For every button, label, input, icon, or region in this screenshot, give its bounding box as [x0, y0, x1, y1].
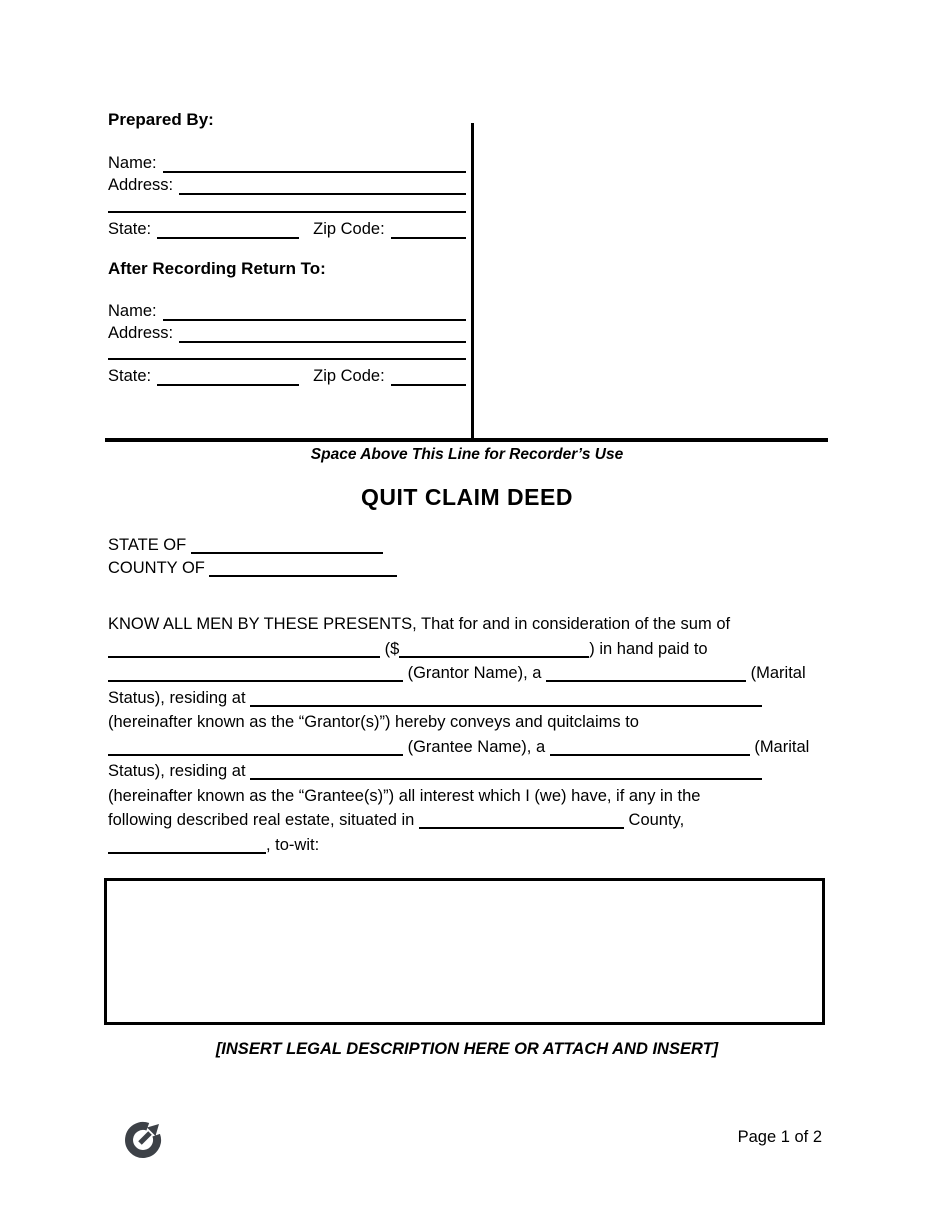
- body-text: (hereinafter known as the “Grantee(s)”) all interest which I (we) have, if any in the: [108, 786, 701, 805]
- body-text: (Marital: [746, 664, 806, 682]
- blank-line: [250, 777, 762, 780]
- county-of-row: [108, 557, 397, 580]
- county-of-blank-line: [209, 574, 397, 577]
- blank-line: [399, 655, 589, 658]
- document-title: QUIT CLAIM DEED: [361, 484, 573, 510]
- body-text: KNOW ALL MEN BY THESE PRESENTS, That for and in consideration of the sum of: [108, 615, 731, 633]
- body-line: [108, 784, 838, 809]
- circular-arrow-logo-icon: [121, 1116, 167, 1162]
- body-text: (hereinafter known as the “Grantor(s)”) hereby conveys and quitclaims to: [108, 713, 639, 731]
- zip-blank-line: [391, 368, 466, 386]
- body-line: [108, 808, 838, 833]
- return-to-name-row: [108, 300, 466, 322]
- state-of-label: STATE OF: [108, 536, 187, 554]
- name-label: Name:: [108, 154, 157, 172]
- blank-line: [108, 655, 380, 658]
- body-text: following described real estate, situated in: [108, 811, 419, 829]
- return-to-title: After Recording Return To:: [108, 259, 326, 278]
- body-line: [108, 710, 838, 735]
- body-line: [108, 833, 838, 858]
- body-text: (Marital: [749, 737, 810, 756]
- zip-label: Zip Code:: [313, 367, 385, 385]
- body-text: Status), residing at: [108, 762, 251, 780]
- zip-label: Zip Code:: [313, 220, 385, 238]
- return-to-state-zip-row: [108, 365, 466, 387]
- body-line: [108, 686, 838, 711]
- address-continuation-blank-line: [108, 340, 466, 360]
- blank-line: [108, 753, 403, 756]
- body-text: (Grantor Name), a: [403, 664, 547, 682]
- state-of-blank-line: [191, 551, 383, 554]
- circular-arrow-logo-glyph: [121, 1116, 167, 1162]
- legal-description-caption: [INSERT LEGAL DESCRIPTION HERE OR ATTACH AND INSERT]: [215, 1040, 719, 1058]
- jurisdiction-block: [108, 534, 397, 579]
- page-indicator: Page 1 of 2: [737, 1128, 822, 1146]
- body-line: [108, 661, 838, 686]
- county-of-label: COUNTY OF: [108, 558, 205, 577]
- body-text: County,: [623, 811, 685, 829]
- address-label: Address:: [108, 324, 174, 342]
- body-line: [108, 759, 838, 784]
- state-blank-line: [157, 221, 299, 239]
- body-line: [108, 637, 838, 662]
- address-continuation-blank-line: [108, 193, 466, 213]
- vertical-divider-rule: [471, 123, 474, 438]
- zip-blank-line: [391, 221, 466, 239]
- prepared-by-title: Prepared By:: [108, 110, 214, 129]
- deed-body-paragraph: [108, 612, 838, 857]
- body-text: ($: [380, 639, 400, 658]
- blank-line: [250, 704, 762, 707]
- body-text: , to-wit:: [266, 835, 320, 854]
- blank-line: [546, 679, 746, 682]
- address-label: Address:: [108, 176, 174, 194]
- body-text: Status), residing at: [108, 688, 251, 707]
- blank-line: [108, 851, 266, 854]
- state-of-row: [108, 534, 397, 557]
- prepared-by-name-row: [108, 152, 466, 174]
- body-line: [108, 612, 838, 637]
- body-line: [108, 735, 838, 760]
- blank-line: [108, 679, 403, 682]
- state-blank-line: [157, 368, 299, 386]
- name-label: Name:: [108, 302, 157, 320]
- prepared-by-state-zip-row: [108, 218, 466, 240]
- name-blank-line: [163, 155, 466, 173]
- recorder-use-note: Space Above This Line for Recorder’s Use: [310, 446, 624, 463]
- state-label: State:: [108, 367, 152, 385]
- state-label: State:: [108, 220, 152, 238]
- recorder-section-rule: [105, 438, 828, 442]
- legal-description-box: [104, 878, 825, 1025]
- blank-line: [419, 826, 624, 829]
- name-blank-line: [163, 303, 466, 321]
- body-text: ) in hand paid to: [589, 639, 708, 658]
- blank-line: [550, 753, 750, 756]
- body-text: (Grantee Name), a: [403, 737, 550, 756]
